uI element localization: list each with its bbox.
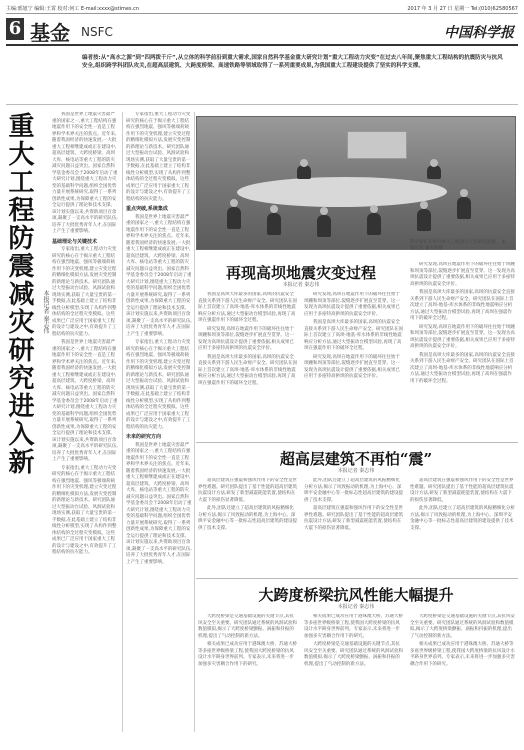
date-info: 2017 年 3 月 27 日 星期一 Tel:(010)62580567 <box>407 6 518 12</box>
main-byline: 本报记者 秦志伟 <box>42 290 49 334</box>
paragraph: 大跨度桥梁是交通基础设施的关键节点,其抗风安全至关重要。研究团队通过系统的风洞试验和数值模拟,揭示了大跨度桥梁颤振、涡振和抖振的机理,提出了气动控制的新方法。 <box>304 642 403 667</box>
article-3-column-1 <box>198 614 298 742</box>
paragraph: 相关成果已成功应用于港珠澳大桥、苏通大桥等多座世界级桥梁工程,使我国大跨度桥梁的抗风设计水平跻身世界前列。专家表示,未来将进一步加强多灾害耦合作用下的研究。 <box>410 642 515 667</box>
photo-caption: 科学家正在研讨重大工程动力灾变研究进展。 本报记者 秦志伟摄 <box>410 240 506 251</box>
article-3-title: 大跨度桥梁抗风性能大幅提升 <box>258 586 454 604</box>
person-figure <box>367 213 381 235</box>
paragraph: 专家指出,重大工程动力灾变研究的核心在于揭示重大工程结构在强烈地震、强风等极端荷载作用下的灾变机理,建立灾变过程的精细化模拟方法,发展灾变控制的新理论与新技术。研究团队通过大型振动台试验、风洞试验和现场实测,获取了大量宝贵的第一手数据,在此基础上建立了结构非线性分析模型,实现了从构件到整体结构的全过程灾变模拟。这些成果已广泛应用于国家重大工程的设计与建设之中,有效提升了工程结构的抗灾能力。 <box>52 247 117 337</box>
paragraph: 研究发现,高坝在地震作用下的破坏往往始于坝踵和坝顶等部位,裂缝逐步扩展直至贯穿。这一发现为高坝抗震设计提供了重要依据,相关成果已应用于多座特高拱坝的抗震安全评价。 <box>410 324 515 349</box>
column-divider <box>194 112 195 732</box>
column-divider <box>122 112 123 732</box>
body-column-2 <box>126 112 192 732</box>
article-1-title: 再现高坝地震灾变过程 <box>225 264 376 282</box>
paragraph: 研究发现,高坝在地震作用下的破坏往往始于坝踵和坝顶等部位,裂缝逐步扩展直至贯穿。这一发现为高坝抗震设计提供了重要依据,相关成果已应用于多座特高拱坝的抗震安全评价。 <box>304 354 400 379</box>
masthead <box>6 16 518 46</box>
person-head <box>230 199 238 207</box>
article-2-column-1 <box>198 478 298 574</box>
paragraph: 我国是世界上地震灾害最严重的国家之一,重大工程结构在强地震作用下的安全性一直是工程界和学术界关注的焦点。近年来,随着我国经济的快速发展,一大批重大工程相继建成或正在建设中,超高层建筑、大跨度桥梁、高坝大库、核电站等重大工程的防灾减灾问题日益突出。国家自然科学基金委员会于2008年启动了重大研究计划,围绕重大工程动力灾变的基础科学问题,组织全国优势力量开展系统研究,取得了一系列创新性成果,为保障重大工程的安全运行提供了理论和技术支撑。该计划实施以来,共资助项目百余项,凝聚了一支高水平的研究队伍,培养了大批优秀青年人才,在国际上产生了重要影响。 <box>126 442 192 565</box>
paragraph: 此外,团队还建立了超高层建筑的风振精细化分析方法,揭示了风致振动的机理,为上海中心、深圳平安金融中心等一批标志性超高层建筑的建设提供了技术支撑。 <box>410 506 515 531</box>
person-head <box>420 201 428 209</box>
paragraph: 专家指出,重大工程动力灾变研究的核心在于揭示重大工程结构在强烈地震、强风等极端荷载作用下的灾变机理,建立灾变过程的精细化模拟方法,发展灾变控制的新理论与新技术。研究团队通过大型振动台试验、风洞试验和现场实测,获取了大量宝贵的第一手数据,在此基础上建立了结构非线性分析模型,实现了从构件到整体结构的全过程灾变模拟。这些成果已广泛应用于国家重大工程的设计与建设之中,有效提升了工程结构的抗灾能力。 <box>126 340 191 430</box>
person-figure <box>427 165 441 179</box>
divider <box>196 578 518 579</box>
article-1-column-2 <box>304 292 404 437</box>
article-3-byline: 本报记者 秦志伟 <box>337 604 375 610</box>
article-1-column-1 <box>198 292 298 437</box>
person-head <box>460 189 468 197</box>
paragraph: 专家指出,重大工程动力灾变研究的核心在于揭示重大工程结构在强烈地震、强风等极端荷载作用下的灾变机理,建立灾变过程的精细化模拟方法,发展灾变控制的新理论与新技术。研究团队通过大型振动台试验、风洞试验和现场实测,获取了大量宝贵的第一手数据,在此基础上建立了结构非线性分析模型,实现了从构件到整体结构的全过程灾变模拟。这些成果已广泛应用于国家重大工程的设计与建设之中,有效提升了工程结构的抗灾能力。 <box>126 112 191 202</box>
main-headline: 重大工程防震减灾研究进入新 <box>4 112 34 476</box>
paragraph: 研究发现,高坝在地震作用下的破坏往往始于坝踵和坝顶等部位,裂缝逐步扩展直至贯穿。这一发现为高坝抗震设计提供了重要依据,相关成果已应用于多座特高拱坝的抗震安全评价。 <box>304 292 400 317</box>
paragraph: 超高层建筑在强震和强风作用下的安全性是世界性难题。研究团队提出了基于性能的超高层建筑抗震设计方法,研发了新型减震耗能装置,使结构在大震下的损伤显著降低。 <box>304 506 403 531</box>
person-figure <box>317 215 331 237</box>
paragraph: 我国是高坝大库最多的国家,高坝的抗震安全直接关系到下游人民生命财产安全。研究团队在国际上首次建立了高坝-地基-库水体系的非线性地震响应分析方法,通过大型振动台模型试验,再现了高坝在强震作用下的破坏全过程。 <box>410 290 515 321</box>
article-2-byline: 本报记者 秦志伟 <box>337 468 375 474</box>
body-column-1 <box>52 112 118 732</box>
paragraph: 超高层建筑在强震和强风作用下的安全性是世界性难题。研究团队提出了基于性能的超高层建筑抗震设计方法,研发了新型减震耗能装置,使结构在大震下的损伤显著降低。 <box>410 478 514 503</box>
person-figure <box>457 197 471 219</box>
article-2-title: 超高层建筑不再怕“震” <box>279 450 433 468</box>
editor-note: 编者按:从“高水之源”到“四两拨千斤”,从立体的科学前沿到重大需求,国家自然科学基金重大研究计划“重大工程动力灾变”在过去八年间,聚焦重大工程结构的抗震防灾与抗风安全,组织跨学科团队攻关,在超高层建筑、大跨度桥梁、高速铁路等领域取得了一系列重要成果,为我国重大工程建设提供了坚实的科学支撑。 <box>82 55 503 69</box>
paragraph: 专家指出,重大工程动力灾变研究的核心在于揭示重大工程结构在强烈地震、强风等极端荷载作用下的灾变机理,建立灾变过程的精细化模拟方法,发展灾变控制的新理论与新技术。研究团队通过大型振动台试验、风洞试验和现场实测,获取了大量宝贵的第一手数据,在此基础上建立了结构非线性分析模型,实现了从构件到整体结构的全过程灾变模拟。这些成果已广泛应用于国家重大工程的设计与建设之中,有效提升了工程结构的抗灾能力。 <box>52 465 117 555</box>
projector-screen <box>347 131 407 159</box>
person-figure <box>417 209 431 231</box>
person-head <box>370 205 378 213</box>
newspaper-logo: 中国科学报 <box>444 25 514 41</box>
paragraph: 此外,团队还建立了超高层建筑的风振精细化分析方法,揭示了风致振动的机理,为上海中心、深圳平安金融中心等一批标志性超高层建筑的建设提供了技术支撑。 <box>304 478 403 503</box>
meeting-photo <box>196 116 516 250</box>
paragraph: 研究发现,高坝在地震作用下的破坏往往始于坝踵和坝顶等部位,裂缝逐步扩展直至贯穿。这一发现为高坝抗震设计提供了重要依据,相关成果已应用于多座特高拱坝的抗震安全评价。 <box>410 262 515 287</box>
paragraph: 我国是世界上地震灾害最严重的国家之一,重大工程结构在强地震作用下的安全性一直是工程界和学术界关注的焦点。近年来,随着我国经济的快速发展,一大批重大工程相继建成或正在建设中,超高层建筑、大跨度桥梁、高坝大库、核电站等重大工程的防灾减灾问题日益突出。国家自然科学基金委员会于2008年启动了重大研究计划,围绕重大工程动力灾变的基础科学问题,组织全国优势力量开展系统研究,取得了一系列创新性成果,为保障重大工程的安全运行提供了理论和技术支撑。该计划实施以来,共资助项目百余项,凝聚了一支高水平的研究队伍,培养了大批优秀青年人才,在国际上产生了重要影响。 <box>52 340 118 462</box>
subhead: 重点突破,系统集成 <box>126 206 168 212</box>
person-figure <box>297 165 311 179</box>
paragraph: 我国是高坝大库最多的国家,高坝的抗震安全直接关系到下游人民生命财产安全。研究团队在国际上首次建立了高坝-地基-库水体系的非线性地震响应分析方法,通过大型振动台模型试验,再现了高坝在强震作用下的破坏全过程。 <box>410 352 515 384</box>
article-1-byline: 本报记者 秦志伟 <box>282 282 320 288</box>
conference-table <box>234 177 449 207</box>
paragraph: 超高层建筑在强震和强风作用下的安全性是世界性难题。研究团队提出了基于性能的超高层建筑抗震设计方法,研发了新型减震耗能装置,使结构在大震下的损伤显著降低。 <box>198 478 297 503</box>
divider <box>196 442 518 443</box>
paragraph: 此外,团队还建立了超高层建筑的风振精细化分析方法,揭示了风致振动的机理,为上海中心、深圳平安金融中心等一批标志性超高层建筑的建设提供了技术支撑。 <box>198 506 297 531</box>
person-head <box>320 207 328 215</box>
page-number: 6 <box>6 18 24 40</box>
person-head <box>430 159 438 167</box>
person-figure <box>267 213 281 235</box>
paragraph: 我国是世界上地震灾害最严重的国家之一,重大工程结构在强地震作用下的安全性一直是工程界和学术界关注的焦点。近年来,随着我国经济的快速发展,一大批重大工程相继建成或正在建设中,超高层建筑、大跨度桥梁、高坝大库、核电站等重大工程的防灾减灾问题日益突出。国家自然科学基金委员会于2008年启动了重大研究计划,围绕重大工程动力灾变的基础科学问题,组织全国优势力量开展系统研究,取得了一系列创新性成果,为保障重大工程的安全运行提供了理论和技术支撑。该计划实施以来,共资助项目百余项,凝聚了一支高水平的研究队伍,培养了大批优秀青年人才,在国际上产生了重要影响。 <box>126 214 192 337</box>
paragraph: 我国是高坝大库最多的国家,高坝的抗震安全直接关系到下游人民生命财产安全。研究团队在国际上首次建立了高坝-地基-库水体系的非线性地震响应分析方法,通过大型振动台模型试验,再现了高坝在强震作用下的破坏全过程。 <box>304 320 403 351</box>
paragraph: 大跨度桥梁是交通基础设施的关键节点,其抗风安全至关重要。研究团队通过系统的风洞试验和数值模拟,揭示了大跨度桥梁颤振、涡振和抖振的机理,提出了气动控制的新方法。 <box>410 614 515 639</box>
article-1-column-3 <box>410 262 516 437</box>
paragraph: 研究发现,高坝在地震作用下的破坏往往始于坝踵和坝顶等部位,裂缝逐步扩展直至贯穿。这一发现为高坝抗震设计提供了重要依据,相关成果已应用于多座特高拱坝的抗震安全评价。 <box>198 326 294 351</box>
paragraph: 相关成果已成功应用于港珠澳大桥、苏通大桥等多座世界级桥梁工程,使我国大跨度桥梁的抗风设计水平跻身世界前列。专家表示,未来将进一步加强多灾害耦合作用下的研究。 <box>198 642 297 667</box>
divider <box>6 104 518 105</box>
paragraph: 我国是高坝大库最多的国家,高坝的抗震安全直接关系到下游人民生命财产安全。研究团队在国际上首次建立了高坝-地基-库水体系的非线性地震响应分析方法,通过大型振动台模型试验,再现了高坝在强震作用下的破坏全过程。 <box>198 292 297 323</box>
section-title: 基金 <box>30 21 70 45</box>
article-2-column-3 <box>410 478 516 574</box>
paragraph: 大跨度桥梁是交通基础设施的关键节点,其抗风安全至关重要。研究团队通过系统的风洞试验和数值模拟,揭示了大跨度桥梁颤振、涡振和抖振的机理,提出了气动控制的新方法。 <box>198 614 297 639</box>
article-3-column-3 <box>410 614 516 742</box>
header-info-bar <box>6 4 518 14</box>
paragraph: 相关成果已成功应用于港珠澳大桥、苏通大桥等多座世界级桥梁工程,使我国大跨度桥梁的抗风设计水平跻身世界前列。专家表示,未来将进一步加强多灾害耦合作用下的研究。 <box>304 614 403 639</box>
person-head <box>300 159 308 167</box>
paragraph: 我国是高坝大库最多的国家,高坝的抗震安全直接关系到下游人民生命财产安全。研究团队在国际上首次建立了高坝-地基-库水体系的非线性地震响应分析方法,通过大型振动台模型试验,再现了高坝在强震作用下的破坏全过程。 <box>198 354 297 386</box>
subhead: 未来的研究方向 <box>126 434 162 440</box>
article-3-column-2 <box>304 614 404 742</box>
article-2-column-2 <box>304 478 404 574</box>
editor-info: 主编:邢旭宁 编辑:王霄 校对:何工 E-mail:xxxx@stimes.cn <box>6 6 140 12</box>
person-head <box>270 205 278 213</box>
person-figure <box>227 207 241 229</box>
section-subtitle: NSFC <box>81 25 113 39</box>
subhead: 基础理论与关键技术 <box>52 238 98 245</box>
paragraph: 我国是世界上地震灾害最严重的国家之一,重大工程结构在强地震作用下的安全性一直是工程界和学术界关注的焦点。近年来,随着我国经济的快速发展,一大批重大工程相继建成或正在建设中,超高层建筑、大跨度桥梁、高坝大库、核电站等重大工程的防灾减灾问题日益突出。国家自然科学基金委员会于2008年启动了重大研究计划,围绕重大工程动力灾变的基础科学问题,组织全国优势力量开展系统研究,取得了一系列创新性成果,为保障重大工程的安全运行提供了理论和技术支撑。该计划实施以来,共资助项目百余项,凝聚了一支高水平的研究队伍,培养了大批优秀青年人才,在国际上产生了重要影响。 <box>52 112 118 234</box>
